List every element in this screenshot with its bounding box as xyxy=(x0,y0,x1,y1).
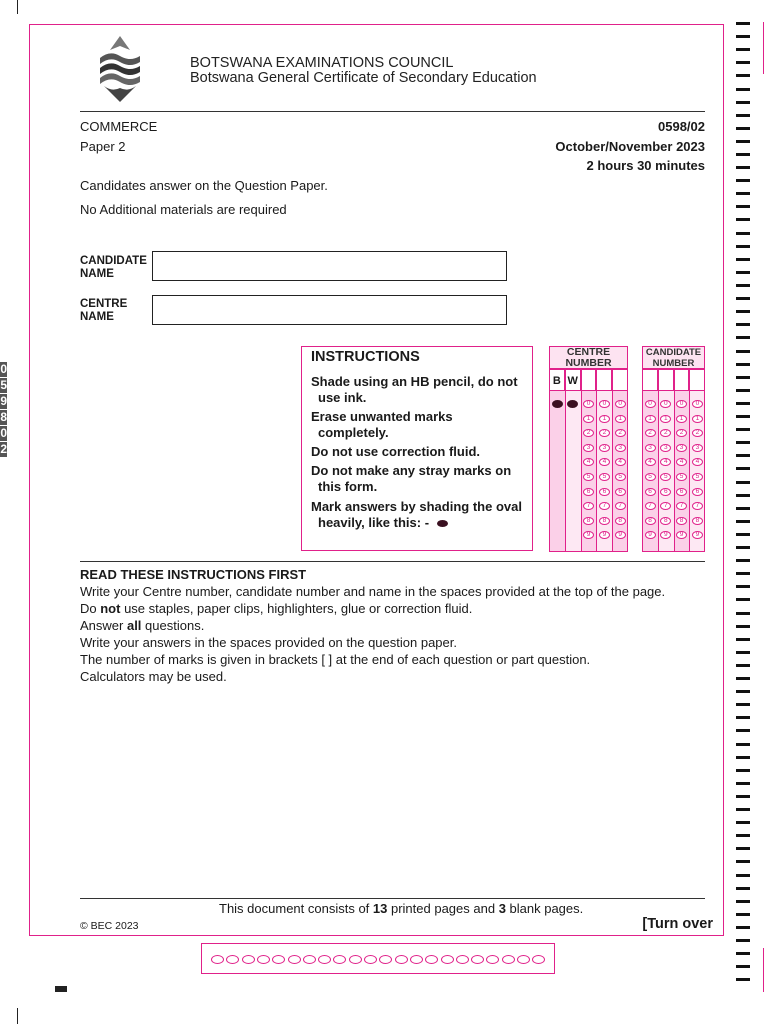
digit-oval[interactable]: 9 xyxy=(583,531,594,539)
binding-mark xyxy=(736,35,750,38)
strip-oval xyxy=(288,955,301,964)
digit-oval[interactable]: 1 xyxy=(615,415,626,423)
binding-mark xyxy=(736,874,750,877)
read-first-line xyxy=(80,617,705,634)
binding-mark xyxy=(736,716,750,719)
digit-oval[interactable]: 4 xyxy=(645,458,656,466)
binding-mark xyxy=(736,205,750,208)
binding-mark xyxy=(736,179,750,182)
materials-note: No Additional materials are required xyxy=(80,202,287,217)
digit-oval[interactable]: 5 xyxy=(660,473,671,481)
digit-oval[interactable]: 0 xyxy=(645,400,656,408)
binding-mark xyxy=(736,481,750,484)
council-name: BOTSWANA EXAMINATIONS COUNCIL xyxy=(190,55,454,71)
number-entry-box[interactable] xyxy=(581,369,597,391)
binding-mark xyxy=(736,271,750,274)
digit-oval[interactable]: 6 xyxy=(615,488,626,496)
instruction-item xyxy=(311,409,526,440)
qualification-title: Botswana General Certificate of Secondary Education xyxy=(190,70,537,86)
strip-oval xyxy=(226,955,239,964)
text: questions. xyxy=(141,618,205,633)
digit-oval[interactable]: 3 xyxy=(692,444,703,452)
binding-mark xyxy=(736,402,750,405)
instruction-line: this form. xyxy=(318,478,378,494)
digit-oval[interactable]: 4 xyxy=(660,458,671,466)
digit-column xyxy=(549,391,565,552)
binding-mark xyxy=(736,703,750,706)
binding-mark xyxy=(736,860,750,863)
binding-mark xyxy=(736,926,750,929)
number-entry-box[interactable] xyxy=(689,369,705,391)
binding-mark xyxy=(736,847,750,850)
label-line: CANDIDATE xyxy=(80,255,147,267)
binding-mark xyxy=(736,350,750,353)
number-entry-box[interactable] xyxy=(642,369,658,391)
binding-mark xyxy=(736,638,750,641)
digit-oval[interactable]: 1 xyxy=(660,415,671,423)
binding-mark xyxy=(736,782,750,785)
binding-mark xyxy=(736,389,750,392)
binding-mark xyxy=(736,114,750,117)
prefilled-oval xyxy=(552,400,563,408)
strip-oval xyxy=(502,955,515,964)
digit-oval[interactable]: 7 xyxy=(692,502,703,510)
candidate-name-field[interactable] xyxy=(152,251,507,281)
digit-oval[interactable]: 2 xyxy=(583,429,594,437)
digit-oval[interactable]: 8 xyxy=(599,517,610,525)
grid-bottom-border xyxy=(549,551,628,552)
read-first-section xyxy=(80,566,705,685)
digit-oval[interactable]: 0 xyxy=(660,400,671,408)
strip-oval xyxy=(395,955,408,964)
binding-mark xyxy=(736,769,750,772)
instruction-line xyxy=(311,515,526,531)
footer-divider xyxy=(80,898,705,899)
binding-mark xyxy=(736,572,750,575)
strip-oval xyxy=(486,955,499,964)
binding-mark xyxy=(736,559,750,562)
instruction-line: Erase unwanted marks xyxy=(311,409,453,424)
centre-name-label xyxy=(80,298,127,324)
digit-oval[interactable]: 8 xyxy=(660,517,671,525)
digit-oval[interactable]: 4 xyxy=(599,458,610,466)
binding-mark xyxy=(736,952,750,955)
binding-mark xyxy=(736,336,750,339)
number-entry-box[interactable] xyxy=(674,369,690,391)
digit-oval[interactable]: 0 xyxy=(599,400,610,408)
binding-mark xyxy=(736,74,750,77)
digit-oval[interactable]: 2 xyxy=(692,429,703,437)
header-line: CENTRE xyxy=(566,346,611,358)
crop-mark xyxy=(17,1008,18,1024)
digit-oval[interactable]: 9 xyxy=(645,531,656,539)
digit-oval[interactable]: 3 xyxy=(645,444,656,452)
grid-bottom-border xyxy=(642,551,705,552)
edge-bracket xyxy=(763,22,768,74)
binding-mark xyxy=(736,900,750,903)
label-line: CENTRE xyxy=(80,298,128,310)
binding-mark xyxy=(736,127,750,130)
instruction-item xyxy=(311,374,526,405)
emphasis: 13 xyxy=(372,901,388,916)
digit-oval[interactable]: 3 xyxy=(676,444,687,452)
read-first-line: Write your Centre number, candidate number and name in the spaces provided at the top of the page. xyxy=(80,584,666,599)
binding-mark xyxy=(736,245,750,248)
digit-oval[interactable]: 6 xyxy=(645,488,656,496)
strip-oval xyxy=(333,955,346,964)
binding-mark xyxy=(736,441,750,444)
emphasis: not xyxy=(100,601,121,616)
binding-mark xyxy=(736,297,750,300)
binding-mark xyxy=(736,939,750,942)
binding-mark xyxy=(736,808,750,811)
digit-oval[interactable]: 2 xyxy=(615,429,626,437)
binding-mark xyxy=(736,258,750,261)
digit-oval[interactable]: 8 xyxy=(615,517,626,525)
crop-mark xyxy=(17,0,18,14)
binding-mark xyxy=(736,533,750,536)
digit-oval[interactable]: 8 xyxy=(583,517,594,525)
strip-oval xyxy=(257,955,270,964)
binding-mark xyxy=(736,756,750,759)
digit-oval[interactable]: 1 xyxy=(583,415,594,423)
example-filled-oval-icon xyxy=(437,520,448,527)
strip-oval xyxy=(517,955,530,964)
paper-number: Paper 2 xyxy=(80,139,126,154)
binding-mark xyxy=(736,664,750,667)
binding-mark xyxy=(736,310,750,313)
binding-mark xyxy=(736,965,750,968)
instruction-item xyxy=(311,463,526,494)
bottom-oval-strip xyxy=(201,943,555,974)
side-code-digit: 0 xyxy=(0,426,7,440)
header-line: NUMBER xyxy=(652,358,695,369)
digit-oval[interactable]: 7 xyxy=(615,502,626,510)
strip-oval xyxy=(364,955,377,964)
strip-oval xyxy=(242,955,255,964)
instruction-line: Shade using an HB pencil, do not xyxy=(311,374,518,389)
binding-mark xyxy=(736,729,750,732)
binding-mark xyxy=(736,428,750,431)
digit-oval[interactable]: 7 xyxy=(583,502,594,510)
bec-logo-icon xyxy=(96,36,144,104)
side-code-digit: 0 xyxy=(0,362,7,376)
binding-mark xyxy=(736,651,750,654)
digit-oval[interactable]: 2 xyxy=(599,429,610,437)
strip-oval xyxy=(211,955,224,964)
binding-mark xyxy=(736,494,750,497)
emphasis: all xyxy=(126,618,142,633)
label-line: NAME xyxy=(80,311,114,323)
read-first-line: Calculators may be used. xyxy=(80,669,227,684)
subject-title: COMMERCE xyxy=(80,119,158,134)
digit-oval[interactable]: 5 xyxy=(599,473,610,481)
digit-oval[interactable]: 6 xyxy=(660,488,671,496)
digit-oval[interactable]: 8 xyxy=(676,517,687,525)
digit-oval[interactable]: 5 xyxy=(583,473,594,481)
read-first-line: The number of marks is given in brackets [ ] at the end of each question or part question. xyxy=(80,652,591,667)
emphasis: 3 xyxy=(498,901,506,916)
digit-oval[interactable]: 4 xyxy=(692,458,703,466)
binding-mark xyxy=(736,376,750,379)
binding-mark xyxy=(736,743,750,746)
binding-mark xyxy=(736,454,750,457)
strip-oval xyxy=(471,955,484,964)
answer-note: Candidates answer on the Question Paper. xyxy=(80,178,328,193)
side-code-digit: 8 xyxy=(0,410,7,424)
text: blank pages. xyxy=(505,901,584,916)
digit-oval[interactable]: 9 xyxy=(615,531,626,539)
section-divider xyxy=(80,561,705,562)
strip-oval xyxy=(379,955,392,964)
text: Answer xyxy=(80,618,127,633)
instruction-line: Mark answers by shading the oval xyxy=(311,499,522,514)
instruction-line: use ink. xyxy=(318,389,367,405)
read-first-line xyxy=(80,600,705,617)
digit-oval[interactable]: 9 xyxy=(660,531,671,539)
digit-oval[interactable]: 7 xyxy=(676,502,687,510)
label-line: NAME xyxy=(80,268,114,280)
digit-oval[interactable]: 1 xyxy=(645,415,656,423)
digit-oval[interactable]: 3 xyxy=(583,444,594,452)
number-entry-box[interactable] xyxy=(612,369,628,391)
crop-mark xyxy=(55,986,67,992)
header-line: NUMBER xyxy=(565,357,612,369)
digit-oval[interactable]: 9 xyxy=(692,531,703,539)
candidate-name-label xyxy=(80,255,147,281)
instruction-item xyxy=(311,499,526,530)
binding-mark xyxy=(736,323,750,326)
digit-oval[interactable]: 6 xyxy=(599,488,610,496)
digit-oval[interactable]: 0 xyxy=(583,400,594,408)
binding-mark xyxy=(736,834,750,837)
text: This document consists of xyxy=(219,901,373,916)
binding-mark xyxy=(736,625,750,628)
digit-oval[interactable]: 3 xyxy=(615,444,626,452)
binding-mark xyxy=(736,101,750,104)
digit-oval[interactable]: 1 xyxy=(676,415,687,423)
digit-oval[interactable]: 3 xyxy=(599,444,610,452)
text: Do xyxy=(80,601,101,616)
binding-mark xyxy=(736,192,750,195)
read-first-line: Write your answers in the spaces provided on the question paper. xyxy=(80,635,457,650)
binding-mark xyxy=(736,153,750,156)
binding-mark xyxy=(736,232,750,235)
binding-mark xyxy=(736,612,750,615)
read-first-heading: READ THESE INSTRUCTIONS FIRST xyxy=(80,567,307,582)
exam-session: October/November 2023 xyxy=(555,139,705,154)
binding-mark xyxy=(736,218,750,221)
header-line: CANDIDATE xyxy=(645,347,702,358)
digit-oval[interactable]: 2 xyxy=(645,429,656,437)
digit-oval[interactable]: 2 xyxy=(660,429,671,437)
number-entry-box[interactable]: W xyxy=(565,369,581,391)
strip-oval xyxy=(349,955,362,964)
digit-oval[interactable]: 7 xyxy=(599,502,610,510)
digit-oval[interactable]: 8 xyxy=(645,517,656,525)
centre-name-field[interactable] xyxy=(152,295,507,325)
number-entry-box[interactable] xyxy=(596,369,612,391)
strip-oval xyxy=(272,955,285,964)
binding-mark xyxy=(736,821,750,824)
exam-duration: 2 hours 30 minutes xyxy=(586,158,705,173)
binding-mark xyxy=(736,140,750,143)
digit-oval[interactable]: 4 xyxy=(583,458,594,466)
side-code-digit: 5 xyxy=(0,378,7,392)
digit-oval[interactable]: 4 xyxy=(676,458,687,466)
number-entry-box[interactable]: B xyxy=(549,369,565,391)
digit-oval[interactable]: 7 xyxy=(660,502,671,510)
copyright: © BEC 2023 xyxy=(80,920,139,932)
instruction-text: heavily, like this: - xyxy=(318,514,430,530)
digit-oval[interactable]: 1 xyxy=(692,415,703,423)
strip-oval xyxy=(532,955,545,964)
strip-oval xyxy=(456,955,469,964)
side-code-digit: 9 xyxy=(0,394,7,408)
instructions-title: INSTRUCTIONS xyxy=(311,349,420,365)
instruction-line: completely. xyxy=(318,424,389,440)
binding-mark xyxy=(736,677,750,680)
strip-oval xyxy=(318,955,331,964)
digit-oval[interactable]: 5 xyxy=(692,473,703,481)
binding-mark xyxy=(736,978,750,981)
digit-oval[interactable]: 3 xyxy=(660,444,671,452)
candidate-number-header xyxy=(642,346,705,369)
instruction-line: Do not use correction fluid. xyxy=(311,444,481,459)
binding-mark xyxy=(736,585,750,588)
header-divider xyxy=(80,111,705,112)
digit-oval[interactable]: 5 xyxy=(615,473,626,481)
digit-oval[interactable]: 8 xyxy=(692,517,703,525)
binding-mark xyxy=(736,467,750,470)
binding-mark xyxy=(736,166,750,169)
digit-oval[interactable]: 6 xyxy=(676,488,687,496)
binding-mark xyxy=(736,520,750,523)
turn-over: [Turn over xyxy=(642,916,713,932)
digit-oval[interactable]: 2 xyxy=(676,429,687,437)
digit-oval[interactable]: 6 xyxy=(692,488,703,496)
instructions-box xyxy=(301,346,533,551)
binding-mark xyxy=(736,22,750,25)
side-code-digit: 2 xyxy=(0,442,7,456)
digit-oval[interactable]: 6 xyxy=(583,488,594,496)
binding-mark xyxy=(736,61,750,64)
edge-bracket xyxy=(763,948,768,992)
text: use staples, paper clips, highlighters, glue or correction fluid. xyxy=(120,601,473,616)
binding-mark xyxy=(736,415,750,418)
digit-oval[interactable]: 4 xyxy=(615,458,626,466)
instruction-line: Do not make any stray marks on xyxy=(311,463,512,478)
strip-oval xyxy=(303,955,316,964)
strip-oval xyxy=(441,955,454,964)
binding-mark xyxy=(736,507,750,510)
digit-column xyxy=(565,391,581,552)
page-count xyxy=(219,901,583,916)
digit-oval[interactable]: 5 xyxy=(645,473,656,481)
strip-oval xyxy=(425,955,438,964)
digit-oval[interactable]: 9 xyxy=(599,531,610,539)
binding-mark xyxy=(736,913,750,916)
binding-mark xyxy=(736,598,750,601)
instruction-item xyxy=(311,444,526,460)
binding-mark xyxy=(736,690,750,693)
digit-oval[interactable]: 9 xyxy=(676,531,687,539)
binding-mark xyxy=(736,48,750,51)
text: printed pages and xyxy=(387,901,499,916)
centre-number-header xyxy=(549,346,628,369)
digit-oval[interactable]: 0 xyxy=(615,400,626,408)
binding-mark xyxy=(736,284,750,287)
digit-oval[interactable]: 0 xyxy=(692,400,703,408)
digit-oval[interactable]: 1 xyxy=(599,415,610,423)
number-entry-box[interactable] xyxy=(658,369,674,391)
digit-oval[interactable]: 5 xyxy=(676,473,687,481)
digit-oval[interactable]: 0 xyxy=(676,400,687,408)
binding-mark xyxy=(736,546,750,549)
binding-mark xyxy=(736,887,750,890)
paper-code: 0598/02 xyxy=(658,119,705,134)
binding-mark xyxy=(736,795,750,798)
strip-oval xyxy=(410,955,423,964)
binding-mark xyxy=(736,363,750,366)
digit-oval[interactable]: 7 xyxy=(645,502,656,510)
binding-mark xyxy=(736,88,750,91)
